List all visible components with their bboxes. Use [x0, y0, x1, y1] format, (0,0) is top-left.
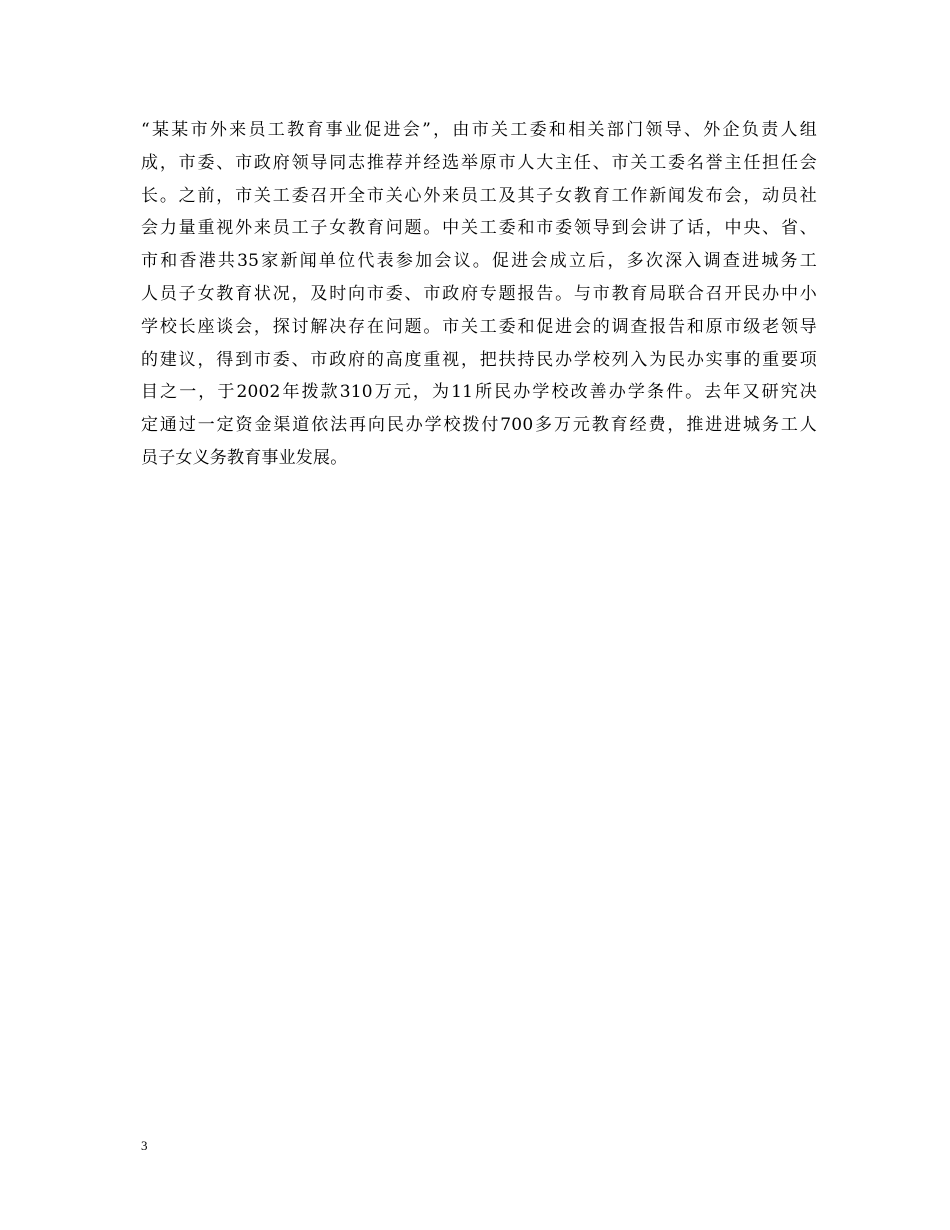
paragraph-line: 员子女义务教育事业发展。	[141, 447, 348, 468]
body-paragraph	[141, 114, 817, 475]
paragraph-line: 学校长座谈会，探讨解决存在问题。市关工委和促进会的调查报告和原市级老领导	[141, 316, 817, 337]
paragraph-line: “某某市外来员工教育事业促进会”，由市关工委和相关部门领导、外企负责人组	[141, 120, 817, 140]
paragraph-line: 目之一，于2002年拨款310万元，为11所民办学校改善办学条件。去年又研究决	[141, 382, 817, 403]
paragraph-line: 长。之前，市关工委召开全市关心外来员工及其子女教育工作新闻发布会，动员社	[141, 185, 817, 206]
page-number: 3	[141, 1138, 148, 1153]
paragraph-line: 定通过一定资金渠道依法再向民办学校拨付700多万元教育经费，推进进城务工人	[141, 415, 817, 436]
paragraph-line: 会力量重视外来员工子女教育问题。中关工委和市委领导到会讲了话，中央、省、	[141, 218, 817, 239]
paragraph-line: 的建议，得到市委、市政府的高度重视，把扶持民办学校列入为民办实事的重要项	[141, 349, 817, 370]
paragraph-line: 成，市委、市政府领导同志推荐并经选举原市人大主任、市关工委名誉主任担任会	[141, 152, 817, 173]
paragraph-line: 市和香港共35家新闻单位代表参加会议。促进会成立后，多次深入调查进城务工	[141, 251, 817, 272]
paragraph-line: 人员子女教育状况，及时向市委、市政府专题报告。与市教育局联合召开民办中小	[141, 283, 817, 304]
